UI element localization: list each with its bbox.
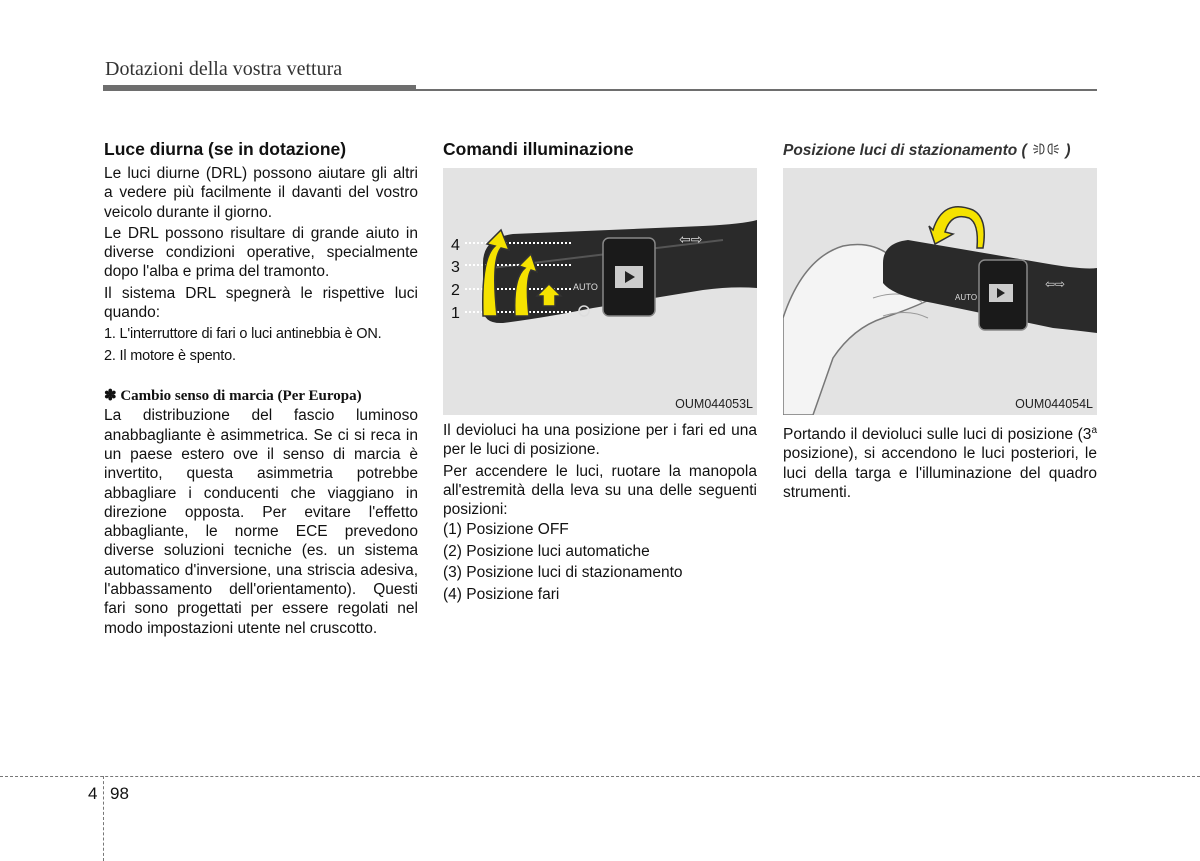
parking-paragraph: Portando il devioluci sulle luci di posizione (3$^a$ posizione), si accendono le luci posteriori, le luci della targa e l'illuminazione del quadro strumenti. (783, 425, 1097, 502)
svg-text:4: 4 (451, 237, 460, 254)
position-list (443, 519, 757, 605)
lighting-paragraph-1: Il devioluci ha una posizione per i fari ed una per le luci di posizione. (443, 422, 757, 459)
note-heading: ✽ Cambio senso di marcia (Per Europa) (104, 388, 362, 405)
heading-text: Posizione luci di stazionamento ( (783, 142, 1027, 159)
section-heading-drl: Luce diurna (se in dotazione) (104, 139, 347, 159)
heading-close: ) (1065, 142, 1071, 159)
svg-text:3: 3 (451, 259, 460, 276)
column-parking-lights (783, 138, 1097, 502)
svg-text:AUTO: AUTO (573, 282, 598, 292)
figure-code-2: OUM044054L (1015, 397, 1093, 411)
svg-text:⇦⇨: ⇦⇨ (679, 232, 703, 248)
drl-paragraph-2: Le DRL possono risultare di grande aiuto in diverse condizioni operative, specialmente dopo l'alba e prima del tramonto. (104, 224, 418, 281)
drl-list-item-2: 2. Il motore è spento. (104, 348, 236, 365)
drl-paragraph-1: Le luci diurne (DRL) possono aiutare gli altri a vedere più facilmente il davanti del vostro veicolo durante il giorno. (104, 165, 418, 221)
svg-text:AUTO: AUTO (955, 293, 978, 302)
header-rule-line (416, 89, 1097, 91)
svg-text:2: 2 (451, 282, 460, 299)
parking-stalk-figure (783, 168, 1097, 415)
page-header-title: Dotazioni della vostra vettura (105, 58, 343, 80)
hand-stalk-illustration (783, 168, 1097, 415)
position-item-headlights: (4) Posizione fari (443, 585, 560, 603)
position-item-off: (1) Posizione OFF (443, 521, 569, 539)
footer-vertical-rule (103, 776, 104, 861)
figure-code: OUM044053L (675, 397, 753, 411)
lighting-paragraph-2: Per accendere le luci, ruotare la manopola all'estremità della leva su una delle seguenti posizioni: (443, 462, 757, 519)
column-lighting-controls (443, 138, 757, 605)
header-rule-dark (103, 85, 416, 91)
lighting-stalk-figure (443, 168, 757, 415)
note-paragraph: La distribuzione del fascio luminoso anabbagliante è asimmetrica. Se ci si reca in un paese estero ove il senso di marcia è invertito, questa asimmetria potrebbe abbagliare i conducenti che viaggiano in direzione opposta. Per evitare l'effetto abbagliante, le norme ECE prevedono diverse soluzioni tecniche (es. un sistema automatico d'inversione, una striscia adesiva, l'abbassamento dell'orientamento). Questi fari sono progettati per essere regolati nel modo impostazioni utente nel cruscotto. (104, 407, 418, 637)
position-item-auto: (2) Posizione luci automatiche (443, 542, 650, 560)
page-number: 98 (110, 784, 129, 803)
stalk-illustration (443, 168, 757, 415)
svg-text:⇦⇨: ⇦⇨ (1045, 277, 1066, 291)
column-drl (104, 138, 418, 638)
drl-paragraph-3: Il sistema DRL spegnerà le rispettive luci quando: (104, 284, 418, 322)
drl-list-item-1: 1. L'interruttore di fari o luci antinebbia è ON. (104, 326, 382, 343)
chapter-number: 4 (88, 784, 98, 803)
position-item-parking: (3) Posizione luci di stazionamento (443, 564, 683, 582)
svg-text:1: 1 (451, 305, 460, 322)
section-heading-lighting: Comandi illuminazione (443, 139, 634, 159)
parking-lights-icon (1031, 142, 1061, 156)
footer-rule (0, 776, 1200, 777)
section-heading-parking (783, 138, 1097, 164)
